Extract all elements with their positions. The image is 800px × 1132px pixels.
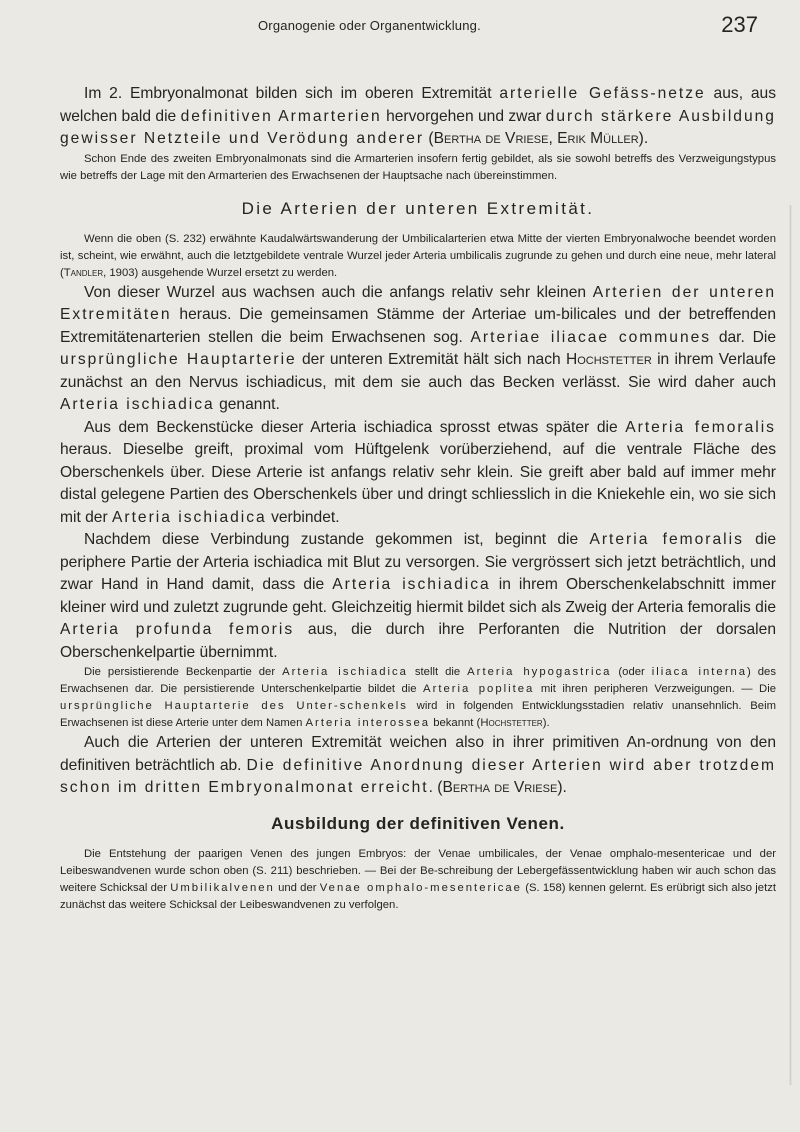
emphasis-spaced: durch stärkere Ausbildung gewisser Netzteile und Verödung anderer (60, 107, 776, 147)
text-run: aus, aus welchen bald die (60, 85, 777, 125)
text-run: Aus dem Beckenstücke dieser Arteria ischiadica sprosst etwas später die (84, 418, 626, 436)
text-run: Von dieser Wurzel aus wachsen auch die anfangs relativ sehr kleinen (84, 283, 593, 301)
text-run: die periphere Partie der Arteria ischiadica mit Blut zu versorgen. Sie vergrössert sich jetzt beträchtlich, und zwar Hand in Hand damit, dass die (60, 531, 776, 593)
text-run: bekannt ( (430, 717, 481, 729)
section-heading-lower-extremity: Die Arterien der unteren Extremität. (241, 198, 595, 218)
author-citation: Hochstetter (565, 351, 652, 368)
author-citation: Bertha de Vriese (442, 779, 558, 796)
text-run: in ihrem Oberschenkelabschnitt immer kleiner wird und zuletzt zugrunde geht. Gleichzeitig hiermit bildet sich als Zweig der Arteria femoralis die (60, 576, 776, 616)
text-run: dar. Die (711, 328, 776, 346)
paragraph-arm-arteries (60, 83, 776, 151)
author-citation: Bertha de Vriese, Erik Müller (433, 130, 639, 147)
text-run: genannt. (214, 396, 280, 413)
paragraph-connection (60, 529, 776, 664)
paragraph-note-umbilical (60, 231, 776, 282)
text-run: verbindet. (266, 508, 340, 526)
text-run: , 1903) ausgehende Wurzel ersetzt zu werden. (103, 266, 338, 279)
emphasis-spaced: Venae omphalo-mesentericae (319, 881, 522, 894)
emphasis-spaced: Die definitive Anordnung dieser Arterien wird aber trotzdem schon im dritten Embryonalmonat erreicht (60, 756, 777, 796)
text-run: ). (557, 779, 567, 796)
text-run: ). (542, 717, 550, 729)
emphasis-spaced: Arteria ischiadica (332, 576, 491, 593)
text-run: der unteren Extremität hält sich nach (296, 351, 566, 368)
emphasis-spaced: Arteria profunda femoris (60, 621, 295, 638)
text-run: wird in folgenden Entwicklungsstadien relativ unansehnlich. Beim Erwachsenen ist diese Arterie unter dem Namen (60, 700, 776, 729)
page-edge-shadow (789, 205, 792, 1085)
paragraph-note-veins (60, 846, 776, 914)
paragraph-note-arm: Schon Ende des zweiten Embryonalmonats sind die Armarterien insofern fertig gebildet, als sie sowohl betreffs des Verzweigungstypus wie betreffs der Lage mit den Armarterien des Erwachsenen der Hauptsache nach übereinstimmen. (60, 152, 776, 182)
text-run: Auch die Arterien der unteren Extremität weichen also in ihrer primitiven An-ordnung von den definitiven beträchtlich ab. (60, 734, 776, 774)
text-run: ( (424, 130, 434, 147)
emphasis-spaced: arterielle Gefäss-netze (499, 85, 706, 102)
text-run: Nachdem diese Verbindung zustande gekommen ist, beginnt die (84, 531, 590, 548)
emphasis-spaced: Arteria hypogastrica (467, 666, 612, 678)
text-run: heraus. Die gemeinsamen Stämme der Arteriae um-bilicales und der betreffenden Extremitätenarterien stellen die beim Erwachsenen sog. (60, 306, 776, 346)
text-run: stellt die (407, 666, 468, 678)
emphasis-spaced: Arteria ischiadica (60, 396, 215, 413)
text-run: . ( (428, 779, 443, 796)
paragraph-arteria-ischiadica (60, 282, 776, 417)
running-header (258, 12, 758, 42)
text-run: Wenn die oben (S. 232) erwähnte Kaudalwärtswanderung der Umbilicalarterien etwa Mitte der vierten Embryonalwoche beendet worden ist, scheint, wie erwähnt, auch die letztgebildete ventrale Wurzel jeder Arteria umbilicalis zugrunde zu gehen und durch eine neue, mehr lateral ( (60, 232, 776, 279)
paragraph-arteria-femoralis (60, 417, 776, 530)
text-run: Die persistierende Beckenpartie der (84, 666, 283, 678)
emphasis-spaced: Arteria ischiadica (112, 508, 267, 526)
emphasis-spaced: Umbilikalvenen (170, 881, 275, 894)
body-text (60, 83, 776, 914)
emphasis-spaced: iliaca interna (651, 666, 748, 678)
text-run: (S. 158) kennen gelernt. Es erübrigt sich also jetzt zunächst das weitere Schicksal der Leibeswandvenen zu verfolgen. (60, 881, 777, 911)
emphasis-spaced: ursprüngliche Hauptarterie (60, 351, 297, 368)
emphasis-spaced: definitiven Armarterien (180, 107, 382, 125)
text-run: und der (274, 881, 320, 894)
author-citation: Hochstetter (480, 717, 543, 729)
emphasis-spaced: Arterien der unteren Extremitäten (60, 283, 776, 323)
text-run: ). (638, 130, 649, 147)
emphasis-spaced: Arteria poplitea (423, 683, 535, 695)
text-run: mit ihren peripheren Verzweigungen. — Die (534, 683, 776, 695)
text-run: Im 2. Embryonalmonat bilden sich im oberen Extremität (84, 85, 500, 102)
emphasis-spaced: ursprüngliche Hauptarterie des Unter-schenkels (60, 700, 408, 712)
paragraph-note-persistent (60, 664, 776, 732)
text-run: heraus. Dieselbe greift, proximal vom Hüftgelenk vorüberziehend, auf die ventrale Fläche des Oberschenkels über. Diese Arterie ist anfangs relativ sehr klein. Sie greift aber bald auf immer mehr distal gelegene Partien des Oberschenkels über und dringt schliesslich in die Kniekehle ein, wo sie sich mit der (60, 441, 776, 526)
paragraph-summary (60, 732, 776, 800)
emphasis-spaced: Arteria interossea (305, 717, 431, 729)
text-run: hervorgehen und zwar (381, 107, 546, 125)
text-run: in ihrem Verlaufe zunächst an den Nervus ischiadicus, mit dem sie auch das Becken verlässt. Sie wird daher auch (60, 351, 776, 391)
running-title: Organogenie oder Organentwicklung. (258, 18, 481, 33)
emphasis-spaced: Arteriae iliacae communes (470, 328, 712, 346)
page-number: 237 (721, 12, 758, 37)
text-run: aus, die durch ihre Perforanten die Nutrition der dorsalen Oberschenkelpartie übernimmt. (60, 621, 776, 661)
author-citation: Tandler (63, 266, 104, 279)
emphasis-spaced: Arteria ischiadica (282, 666, 408, 678)
text-run: (oder (611, 666, 652, 678)
emphasis-spaced: Arteria femoralis (625, 418, 776, 436)
text-run: Die Entstehung der paarigen Venen des jungen Embryos: der Venae umbilicales, der Venae omphalo-mesentericae und der Leibeswandvenen wurde schon oben (S. 211) beschrieben. — Bei der Be-schreibung der Lebergefässentwicklung haben wir auch schon das weitere Schicksal der (60, 847, 776, 894)
section-heading-veins: Ausbildung der definitiven Venen. (271, 813, 565, 833)
emphasis-spaced: Arteria femoralis (589, 531, 744, 548)
text-run: ) des Erwachsenen dar. Die persistierende Unterschenkelpartie bildet die (60, 666, 776, 695)
